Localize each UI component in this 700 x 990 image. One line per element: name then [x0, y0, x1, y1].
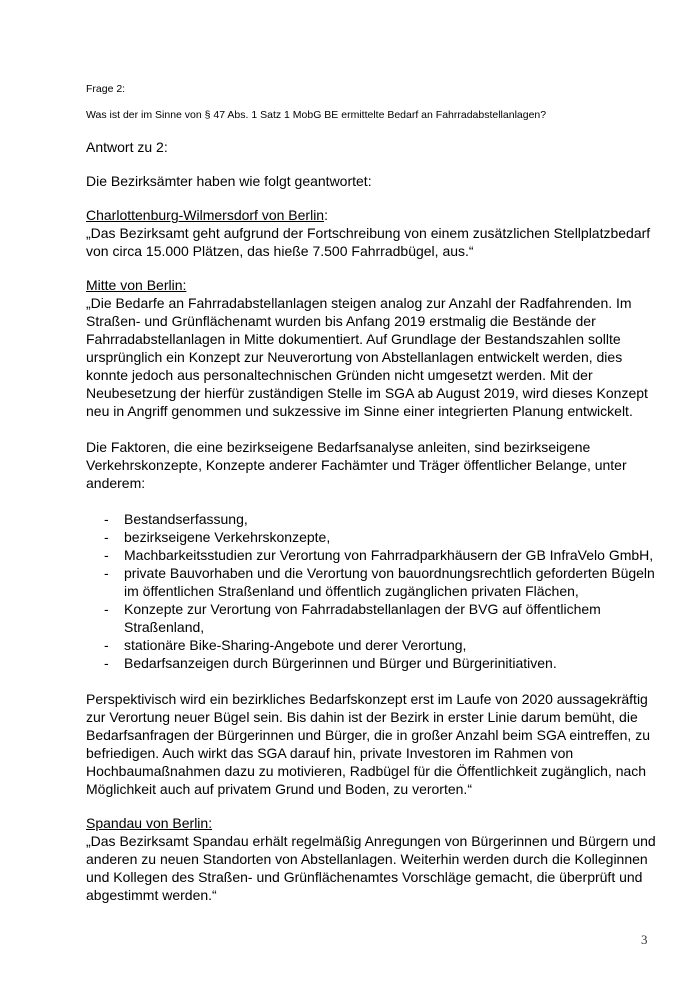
list-item — [86, 528, 660, 546]
mitte-text-2: Die Faktoren, die eine bezirkseigene Bedarfsanalyse anleiten, sind bezirkseigene Verkehrskonzepte, Konzepte anderer Fachämter und Träger öffentlicher Belange, unter anderem: — [86, 439, 627, 491]
dash-bullet: - — [104, 529, 109, 545]
answer-heading: Antwort zu 2: — [86, 139, 168, 155]
list-item — [86, 636, 660, 654]
document-page — [86, 82, 660, 904]
page-number: 3 — [641, 932, 648, 947]
list-item-text: Bedarfsanzeigen durch Bürgerinnen und Bürger und Bürgerinitiativen. — [124, 655, 557, 671]
mitte-text-3: Perspektivisch wird ein bezirkliches Bedarfskonzept erst im Laufe von 2020 aussagekräftig zur Verortung neuer Bügel sein. Bis dahin ist der Bezirk in erster Linie darum bemüht, die Bedarfsanfragen der Bürgerinnen und Bürger, die in großer Anzahl beim SGA eintreffen, zu befriedigen. Auch wirkt das SGA darauf hin, private Investoren im Rahmen von Hochbaumaßnahmen dazu zu motivieren, Radbügel für die Öffentlichkeit zugänglich, nach Möglichkeit auch auf privatem Grund und Boden, zu verorten.“ — [86, 691, 650, 797]
dash-bullet: - — [104, 565, 109, 581]
list-item-text: Konzepte zur Verortung von Fahrradabstellanlagen der BVG auf öffentlichem Straßenland, — [124, 601, 601, 635]
dash-bullet: - — [104, 601, 109, 617]
spandau-text: „Das Bezirksamt Spandau erhält regelmäßig Anregungen von Bürgerinnen und Bürgern und anderen zu neuen Standorten von Abstellanlagen. Weiterhin werden durch die Kolleginnen und Kollegen des Straßen- und Grünflächenamtes Vorschläge gemacht, die überprüft und abgestimmt werden.“ — [86, 833, 656, 903]
dash-bullet: - — [104, 511, 109, 527]
section-charlottenburg — [86, 206, 660, 260]
district-heading-charlottenburg — [86, 206, 660, 224]
list-item-text: private Bauvorhaben und die Verortung von bauordnungsrechtlich geforderten Bügeln im öffentlichen Straßenland und öffentlich zugänglichen privaten Flächen, — [124, 565, 655, 599]
list-item — [86, 654, 660, 672]
list-item — [86, 600, 660, 636]
question-text: Was ist der im Sinne von § 47 Abs. 1 Satz 1 MobG BE ermittelte Bedarf an Fahrradabstellanlagen? — [86, 109, 547, 121]
list-item-text: bezirkseigene Verkehrskonzepte, — [124, 529, 331, 545]
question-label: Frage 2: — [86, 83, 126, 95]
dash-bullet: - — [104, 637, 109, 653]
list-item-text: stationäre Bike-Sharing-Angebote und derer Verortung, — [124, 637, 467, 653]
district-colon: : — [324, 207, 328, 223]
district-name-charlottenburg: Charlottenburg-Wilmersdorf von Berlin — [86, 207, 325, 223]
list-item — [86, 564, 660, 600]
list-item-text: Machbarkeitsstudien zur Verortung von Fahrradparkhäusern der GB InfraVelo GmbH, — [124, 547, 654, 563]
list-item — [86, 510, 660, 528]
list-item-text: Bestandserfassung, — [124, 511, 248, 527]
mitte-text-1: „Die Bedarfe an Fahrradabstellanlagen steigen analog zur Anzahl der Radfahrenden. Im Straßen- und Grünflächenamt wurden bis Anfang 2019 erstmalig die Bestände der Fahrradabstellanlagen in Mitte dokumentiert. Auf Grundlage der Bestandszahlen sollte ursprünglich ein Konzept zur Neuverortung von Abstellanlagen entwickelt werden, dies konnte jedoch aus personaltechnischen Gründen nicht umgesetzt werden. Mit der Neubesetzung der hierfür zuständigen Stelle im SGA ab August 2019, wird dieses Konzept neu in Angriff genommen und sukzessive im Sinne einer integrierten Planung entwickelt. — [86, 295, 648, 419]
dash-bullet: - — [104, 655, 109, 671]
district-heading-mitte: Mitte von Berlin: — [86, 277, 187, 293]
factor-list — [86, 510, 660, 672]
section-spandau — [86, 814, 660, 904]
section-mitte — [86, 276, 660, 798]
list-item — [86, 546, 660, 564]
district-heading-spandau: Spandau von Berlin: — [86, 815, 213, 831]
dash-bullet: - — [104, 547, 109, 563]
charlottenburg-text: „Das Bezirksamt geht aufgrund der Fortschreibung von einem zusätzlichen Stellplatzbedarf von circa 15.000 Plätzen, das hieße 7.500 Fahrradbügel, aus.“ — [86, 225, 651, 259]
answer-intro: Die Bezirksämter haben wie folgt geantwortet: — [86, 173, 372, 189]
